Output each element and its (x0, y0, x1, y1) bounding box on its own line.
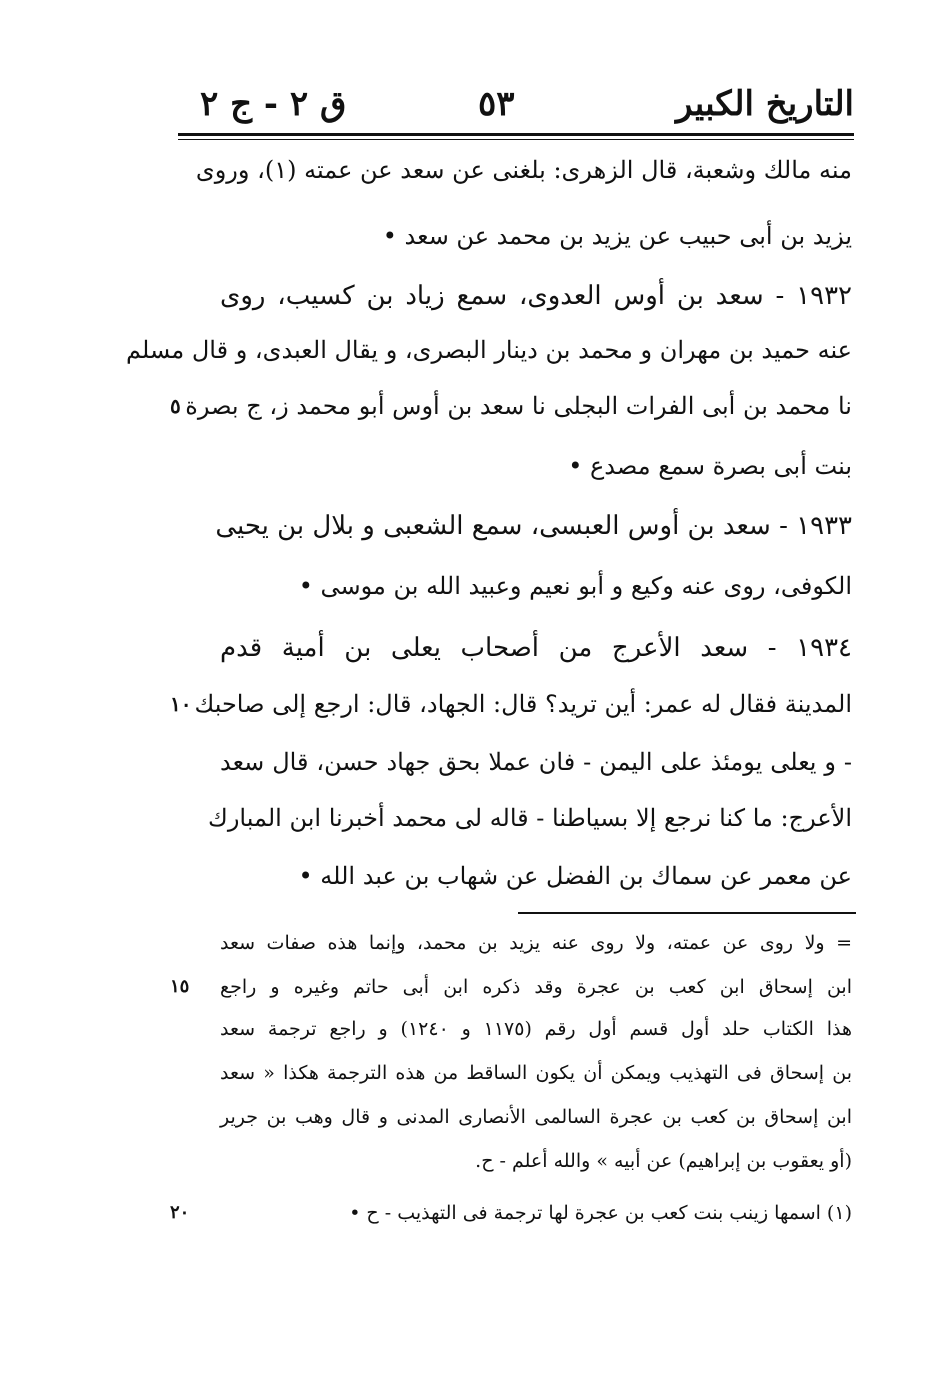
margin-line-number: ٢٠ (170, 1202, 190, 1223)
footnote-line: ابن إسحاق بن كعب بن عجرة السالمى الأنصارى المدنى و قال وهب بن جرير (220, 1106, 852, 1128)
text-line: الأعرج: ما كنا نرجع إلا بسياطنا - قاله لى محمد أخبرنا ابن المبارك (208, 804, 852, 832)
margin-line-number: ١٥ (170, 976, 190, 997)
text-line: نا محمد بن أبى الفرات البجلى نا سعد بن أوس أبو محمد ز، ج بصرة (185, 392, 852, 420)
header-rule-thin (178, 139, 854, 140)
text-line: يزيد بن أبى حبيب عن يزيد بن محمد عن سعد • (382, 222, 852, 250)
entry-1934-line: ١٩٣٤ - سعد الأعرج من أصحاب يعلى بن أمية قدم (220, 633, 852, 663)
entry-1933-line: ١٩٣٣ - سعد بن أوس العبسى، سمع الشعبى و بلال بن يحيى (215, 511, 852, 541)
footnote-line: هذا الكتاب حلد أول قسم أول رقم (١١٧٥ و ١٢٤٠) و راجع ترجمة سعد (220, 1018, 852, 1040)
margin-line-number: ٥ (170, 394, 181, 418)
text-line: - و يعلى يومئذ على اليمن - فان عملا بحق جهاد حسن، قال سعد (220, 748, 852, 776)
book-title: التاريخ الكبير (676, 84, 854, 124)
volume-indicator: ق ٢ - ج ٢ (200, 84, 347, 124)
text-line: المدينة فقال له عمر: أين تريد؟ قال: الجهاد، قال: ارجع إلى صاحبك (194, 690, 852, 718)
page-number: ٥٣ (478, 84, 515, 124)
footnote-line: (أو يعقوب بن إبراهيم) عن أبيه » والله أعلم - ح. (475, 1150, 852, 1172)
text-line: عنه حميد بن مهران و محمد بن دينار البصرى، و يقال العبدى، و قال مسلم (126, 336, 852, 364)
footnote-separator (518, 912, 856, 914)
page-header (178, 84, 854, 130)
footnote-line: ابن إسحاق ابن كعب بن عجرة وقد ذكره ابن أبى حاتم وغيره و راجع (220, 976, 852, 998)
footnote-line: بن إسحاق فى التهذيب ويمكن أن يكون الساقط من هذه الترجمة هكذا « سعد (220, 1062, 852, 1084)
text-line: بنت أبى بصرة سمع مصدع • (568, 452, 852, 480)
text-line: الكوفى، روى عنه وكيع و أبو نعيم وعبيد الله بن موسى • (298, 572, 852, 600)
text-line: عن معمر عن سماك بن الفضل عن شهاب بن عبد الله • (298, 862, 852, 890)
footnote-1: (١) اسمها زينب بنت كعب بن عجرة لها ترجمة فى التهذيب - ح • (349, 1202, 852, 1224)
header-rule-thick (178, 133, 854, 136)
entry-1932-line: ١٩٣٢ - سعد بن أوس العدوى، سمع زياد بن كسيب، روى (220, 281, 852, 311)
text-line: منه مالك وشعبة، قال الزهرى: بلغنى عن سعد عن عمته (١)، وروى (195, 156, 852, 184)
footnote-line: = ولا روى عن عمته، ولا روى عنه يزيد بن محمد، وإنما هذه صفات سعد (220, 932, 852, 954)
margin-line-number: ١٠ (170, 692, 192, 716)
